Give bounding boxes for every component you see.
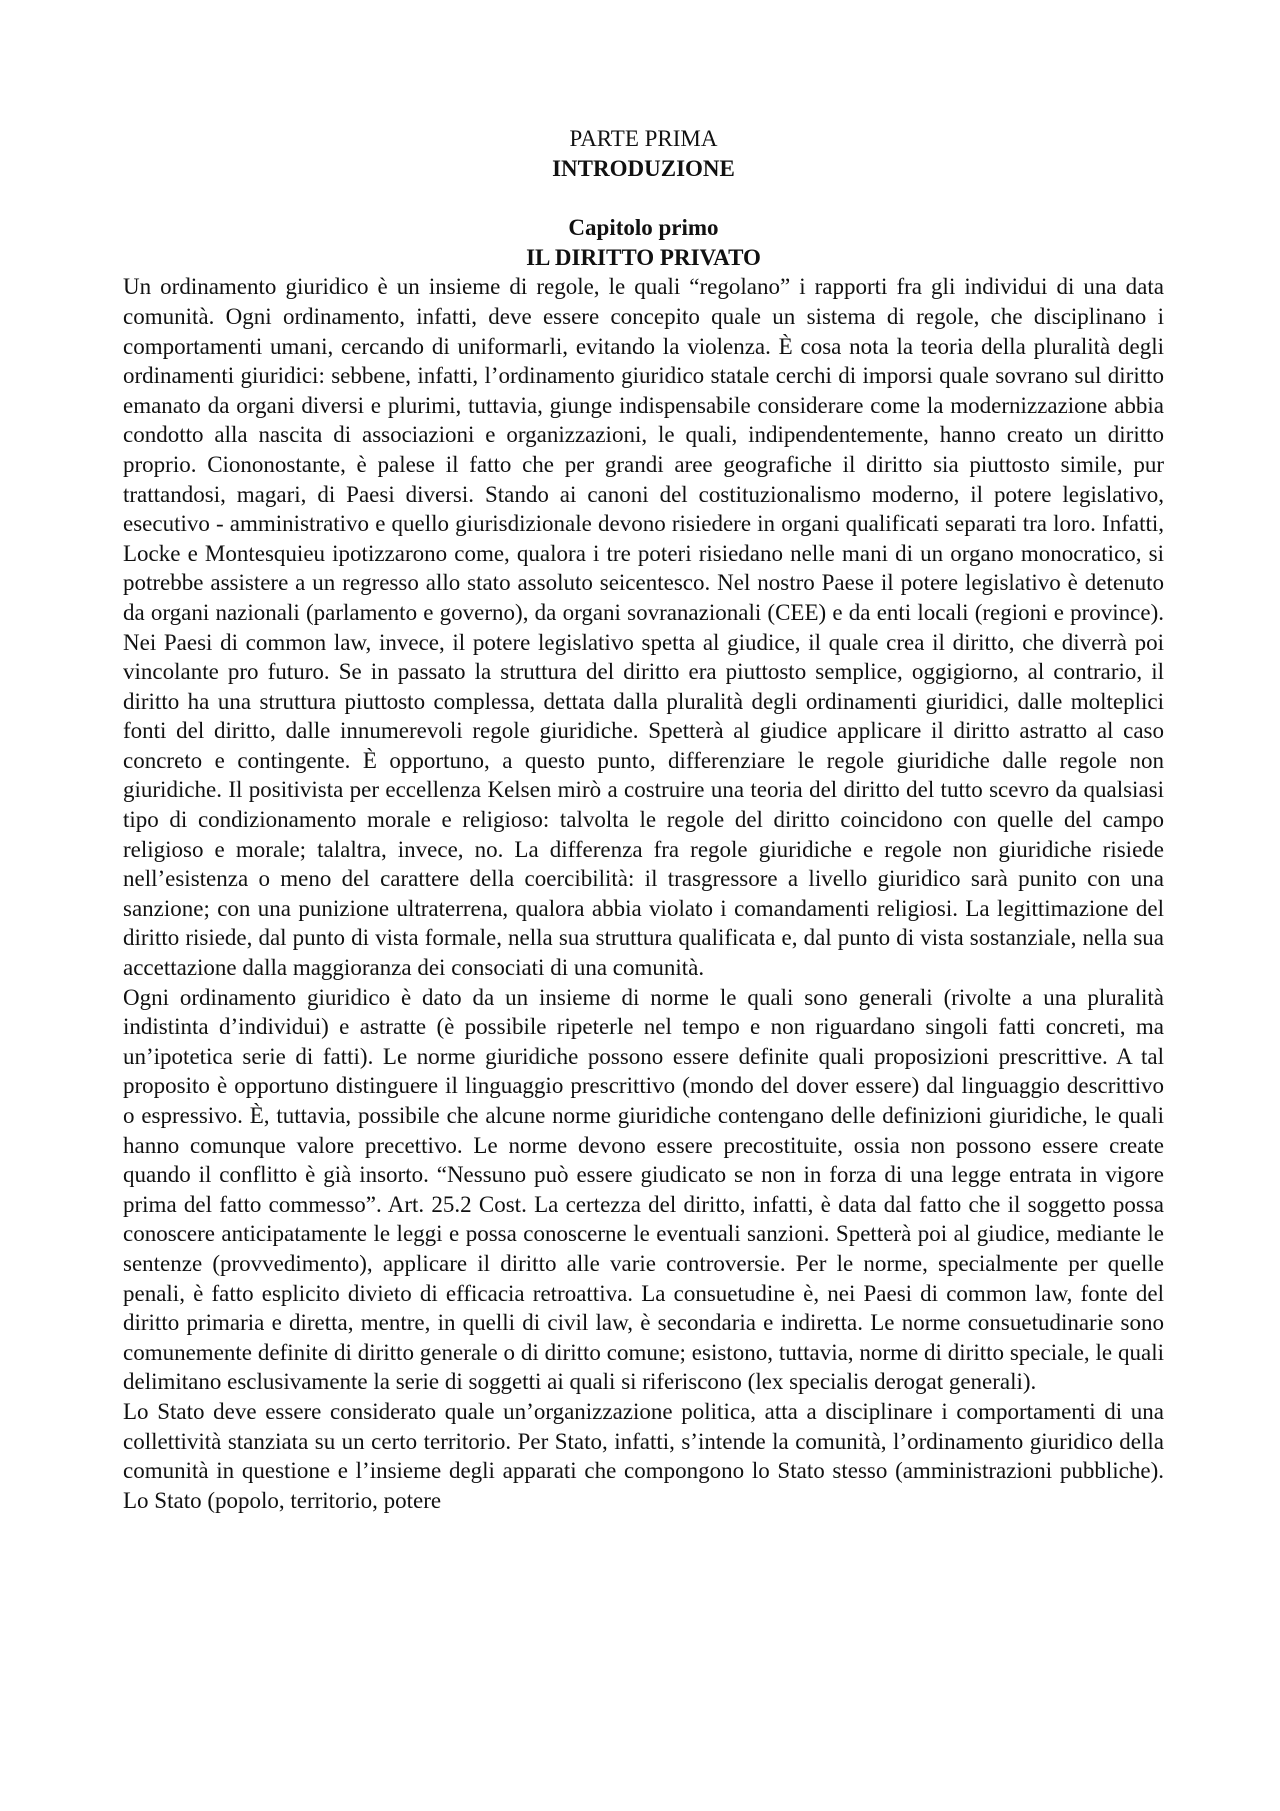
part-title: INTRODUZIONE (552, 155, 735, 181)
paragraph-1: Un ordinamento giuridico è un insieme di regole, le quali “regolano” i rapporti fra gli individui di una data comunità. Ogni ordinamento, infatti, deve essere concepito quale un sistema di regole, che disciplinano i comportamenti umani, cercando di uniformarli, evitando la violenza. È cosa nota la teoria della pluralità degli ordinamenti giuridici: sebbene, infatti, l’ordinamento giuridico statale cerchi di imporsi quale sovrano sul diritto emanato da organi diversi e plurimi, tuttavia, giunge indispensabile considerare come la modernizzazione abbia condotto alla nascita di associazioni e organizzazioni, le quali, indipendentemente, hanno creato un diritto proprio. Ciononostante, è palese il fatto che per grandi aree geografiche il diritto sia piuttosto simile, pur trattandosi, magari, di Paesi diversi. Stando ai canoni del costituzionalismo moderno, il potere legislativo, esecutivo - amministrativo e quello giurisdizionale devono risiedere in organi qualificati separati tra loro. Infatti, Locke e Montesquieu ipotizzarono come, qualora i tre poteri risiedano nelle mani di un organo monocratico, si potrebbe assistere a un regresso allo stato assoluto seicentesco. Nel nostro Paese il potere legislativo è detenuto da organi nazionali (parlamento e governo), da organi sovranazionali (CEE) e da enti locali (regioni e province). Nei Paesi di common law, invece, il potere legislativo spetta al giudice, il quale crea il diritto, che diverrà poi vincolante pro futuro. Se in passato la struttura del diritto era piuttosto semplice, oggigiorno, al contrario, il diritto ha una struttura piuttosto complessa, dettata dalla pluralità degli ordinamenti giuridici, dalle molteplici fonti del diritto, dalle innumerevoli regole giuridiche. Spetterà al giudice applicare il diritto astratto al caso concreto e contingente. È opportuno, a questo punto, differenziare le regole giuridiche dalle regole non giuridiche. Il positivista per eccellenza Kelsen mirò a costruire una teoria del diritto del tutto scevro da qualsiasi tipo di condizionamento morale e religioso: talvolta le regole del diritto coincidono con quelle del campo religioso e morale; talaltra, invece, no. La differenza fra regole giuridiche e regole non giuridiche risiede nell’esistenza o meno del carattere della coercibilità: il trasgressore a livello giuridico sarà punito con una sanzione; con una punizione ultraterrena, qualora abbia violato i comandamenti religiosi. La legittimazione del diritto risiede, dal punto di vista formale, nella sua struttura qualificata e, dal punto di vista sostanziale, nella sua accettazione dalla maggioranza dei consociati di una comunità. (123, 274, 1164, 981)
paragraph-2: Ogni ordinamento giuridico è dato da un insieme di norme le quali sono generali (rivolte a una pluralità indistinta d’individui) e astratte (è possibile ripeterle nel tempo e non riguardano singoli fatti concreti, ma un’ipotetica serie di fatti). Le norme giuridiche possono essere definite quali proposizioni prescrittive. A tal proposito è opportuno distinguere il linguaggio prescrittivo (mondo del dover essere) dal linguaggio descrittivo o espressivo. È, tuttavia, possibile che alcune norme giuridiche contengano delle definizioni giuridiche, le quali hanno comunque valore precettivo. Le norme devono essere precostituite, ossia non possono essere create quando il conflitto è già insorto. “Nessuno può essere giudicato se non in forza di una legge entrata in vigore prima del fatto commesso”. Art. 25.2 Cost. La certezza del diritto, infatti, è data dal fatto che il soggetto possa conoscere anticipatamente le leggi e possa conoscerne le eventuali sanzioni. Spetterà poi al giudice, mediante le sentenze (provvedimento), applicare il diritto alle varie controversie. Per le norme, specialmente per quelle penali, è fatto esplicito divieto di efficacia retroattiva. La consuetudine è, nei Paesi di common law, fonte del diritto primaria e diretta, mentre, in quelli di civil law, è secondaria e indiretta. Le norme consuetudinarie sono comunemente definite di diritto generale o di diritto comune; esistono, tuttavia, norme di diritto speciale, le quali delimitano esclusivamente la serie di soggetti ai quali si riferiscono (lex specialis derogat generali). (123, 984, 1164, 1395)
chapter-heading (123, 213, 1164, 272)
paragraph-3: Lo Stato deve essere considerato quale un’organizzazione politica, atta a disciplinare i comportamenti di una collettività stanziata su un certo territorio. Per Stato, infatti, s’intende la comunità, l’ordinamento giuridico della comunità in questione e l’insieme degli apparati che compongono lo Stato stesso (amministrazioni pubbliche). Lo Stato (popolo, territorio, potere (123, 1398, 1164, 1513)
part-label: PARTE PRIMA (569, 126, 718, 151)
chapter-label: Capitolo primo (568, 215, 719, 241)
chapter-title: IL DIRITTO PRIVATO (526, 244, 761, 270)
document-page (123, 124, 1164, 1515)
